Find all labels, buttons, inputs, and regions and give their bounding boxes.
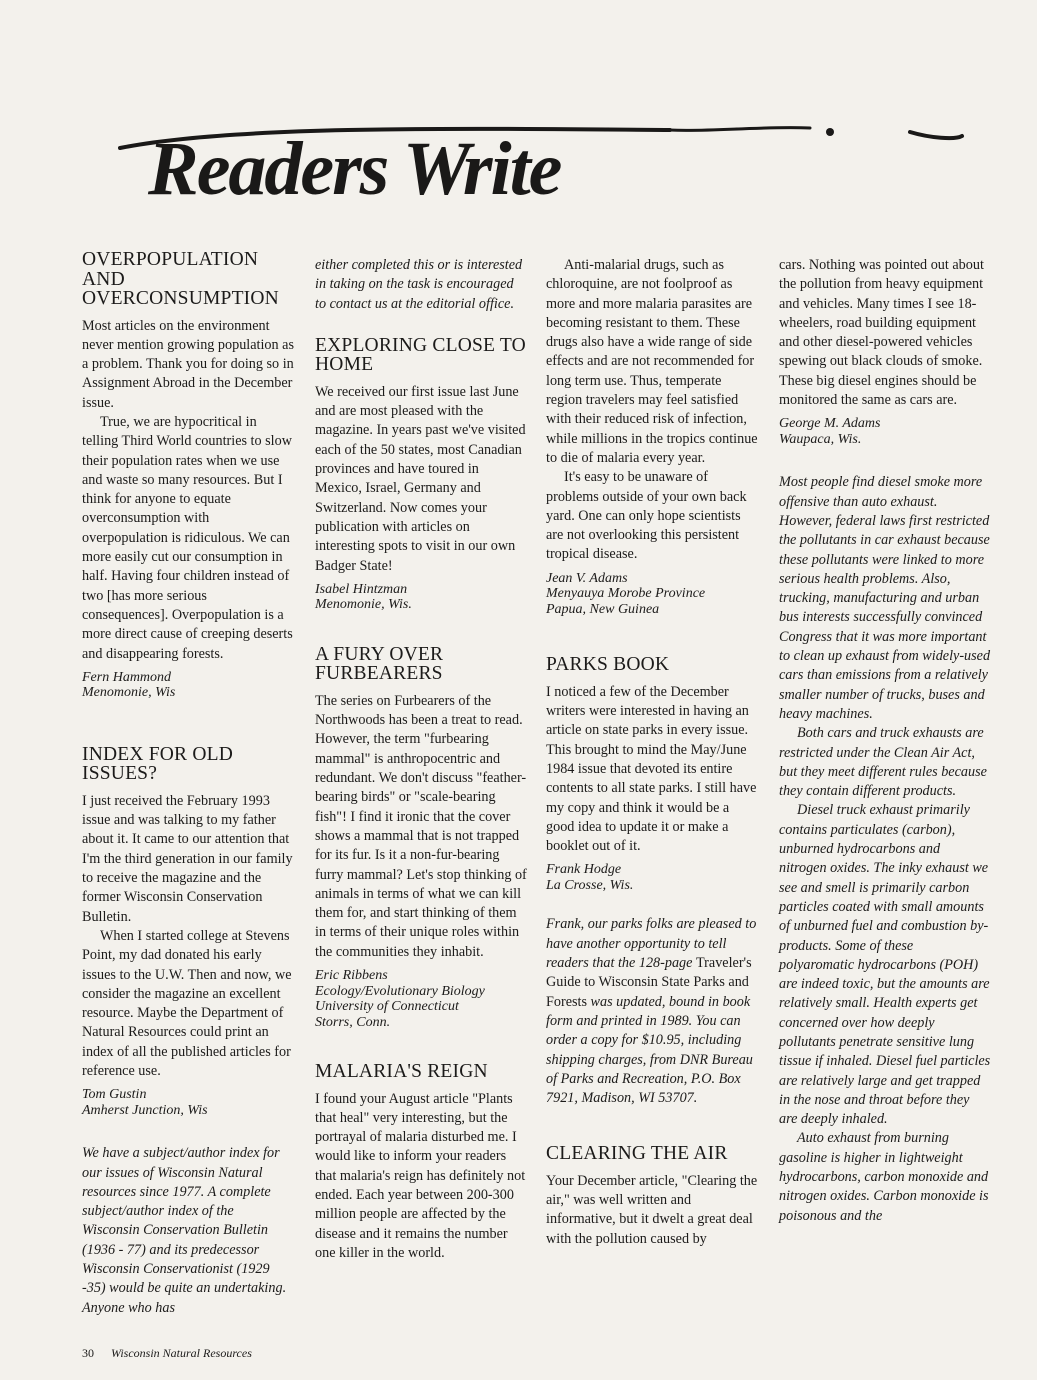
letter-paragraph: We received our first issue last June and are most pleased with the magazine. In years past we've visited each of the 50 states, most Canadian provinces and have toured in Mexico, Israel, Germany and Switzerland. Now comes your publication with articles on interesting spots to visit in our own Badger State! (315, 383, 526, 574)
signature-name: George M. Adams (779, 416, 881, 432)
signature-place: Storrs, Conn. (315, 1014, 391, 1030)
signature (315, 582, 527, 613)
signature-name: Eric Ribbens (315, 968, 388, 984)
readers-write-script-logo (110, 118, 970, 218)
signature-name: Frank Hodge (546, 862, 622, 878)
signature-name: Tom Gustin (82, 1087, 147, 1103)
signature-place: La Crosse, Wis. (546, 877, 634, 893)
heading-overpopulation: OVERPOPULATION AND OVERCONSUMPTION (82, 249, 279, 309)
signature (82, 1087, 294, 1118)
signature-place: Menomonie, Wis (82, 685, 176, 701)
editor-response: We have a subject/author index for our issues of Wisconsin Natural resources since 1977. A complete subject/author index of the Wisconsin Conservation Bulletin (1936 - 77) and its predecessor Wisconsin Conservationist (1929 -35) would be quite an undertaking. Anyone who has (82, 1145, 287, 1316)
editor-response: Diesel truck exhaust primarily contains particulates (carbon), unburned hydrocarbons and nitrogen oxides. The inky exhaust we see and smell is primarily carbon particles coated with small amounts of unburned fuel and combustion by-products. Some of these polyaromatic hydrocarbons (POH) are indeed toxic, but the amounts are relatively small. Health experts get concerned over how deeply pollutants penetrate sensitive lung tissue if inhaled. Diesel fuel particles are relatively large and get trapped in the nose and throat before they are deeply inhaled. (779, 802, 991, 1128)
signature (546, 571, 758, 618)
masthead-title: Readers Write (148, 127, 561, 211)
letter-paragraph: Anti-malarial drugs, such as chloroquine, are not foolproof as more and more malaria parasites are becoming resistant to them. These drugs also have a wide range of side effects and are not recommended for long term use. Thus, temperate region travelers may feel satisfied with their reduced risk of infection, while millions in the tropics continue to die of malaria every year. (546, 257, 758, 466)
magazine-name: Wisconsin Natural Resources (111, 1346, 252, 1360)
column-2 (315, 256, 527, 1263)
signature-place: Waupaca, Wis. (779, 431, 862, 447)
letter-paragraph: When I started college at Stevens Point, my dad donated his early issues to the U.W. Then and now, we consider the magazine an excellent resource. Maybe the Department of Natural Resources could print an index of all the published articles for reference use. (82, 927, 292, 1079)
signature-name: Isabel Hintzman (315, 581, 408, 597)
signature (779, 416, 991, 447)
editor-response: Auto exhaust from burning gasoline is higher in lightweight hydrocarbons, carbon monoxide and nitrogen oxides. Carbon monoxide is poisonous and the (779, 1130, 989, 1224)
heading-malaria: MALARIA'S REIGN (315, 1061, 488, 1083)
heading-index: INDEX FOR OLD ISSUES? (82, 743, 234, 785)
letter-paragraph: cars. Nothing was pointed out about the pollution from heavy equipment and vehicles. Many times I see 18-wheelers, road building equipment and other diesel-powered vehicles spewing out black clouds of smoke. These big diesel engines should be monitored the same as cars are. (779, 257, 984, 409)
letter-paragraph: I found your August article "Plants that heal" very interesting, but the portrayal of malaria disturbed me. I would like to inform your readers that malaria's reign has definitely not ended. Each year between 200-300 million people are affected by the disease and it remains the number one killer in the world. (315, 1090, 526, 1261)
signature (546, 862, 758, 893)
editor-response: either completed this or is interested in taking on the task is encouraged to contact us at the editorial office. (315, 257, 523, 312)
page-footer (82, 1346, 252, 1361)
editor-response: Both cars and truck exhausts are restricted under the Clean Air Act, but they meet different rules because they contain different products. (779, 725, 987, 800)
heading-exploring: EXPLORING CLOSE TO HOME (315, 334, 526, 376)
column-1 (82, 250, 294, 1318)
editor-response: Frank, our parks folks are pleased to have another opportunity to tell readers that the 128-page Traveler's Guide to Wisconsin State Parks and Forests was updated, bound in book form and printed in 1989. You can order a copy for $10.95, including shipping charges, from DNR Bureau of Parks and Recreation, P.O. Box 7921, Madison, WI 53707. (546, 916, 757, 1107)
letter-paragraph: The series on Furbearers of the Northwoods has been a treat to read. However, the term "furbearing mammal" is anthropocentric and redundant. We don't discuss "feather-bearing birds" or "scale-bearing fish"! I find it ironic that the cover shows a mammal that is not trapped for its fur. Is it a non-fur-bearing furry mammal? Let's stop thinking of animals in terms of what we can kill them for, and start thinking of them in terms of their unique roles within the communities they inhabit. (315, 692, 527, 960)
letter-paragraph: It's easy to be unaware of problems outside of your own back yard. One can only hope scientists are not overlooking this persistent tropical disease. (546, 469, 747, 563)
letter-paragraph: True, we are hypocritical in telling Third World countries to slow their population rates when we use and waste so many resources. But I think for anyone to equate overconsumption with overpopulation is ridiculous. We can more easily cut our consumption in half. Having four children instead of two [has more serious consequences]. Overpopulation is a more direct cause of creeping deserts and disappearing forests. (82, 413, 293, 662)
signature-university: University of Connecticut (315, 999, 459, 1015)
column-4 (779, 256, 991, 1226)
editor-response: Most people find diesel smoke more offensive than auto exhaust. However, federal laws first restricted the pollutants in car exhaust because these pollutants were linked to more serious health problems. Also, trucking, manufacturing and urban bus interests successfully convinced Congress that it was more important to clean up exhaust from widely-used cars than emissions from a relatively smaller number of trucks, buses and heavy machines. (779, 474, 991, 722)
signature-name: Fern Hammond (82, 669, 172, 685)
signature-place: Papua, New Guinea (546, 601, 660, 617)
letter-paragraph: I noticed a few of the December writers were interested in having an article on state parks in every issue. This brought to mind the May/June 1984 issue that devoted its entire contents to all state parks. I still have my copy and think it would be a good idea to update it or make a booklet out of it. (546, 683, 757, 855)
signature-name: Jean V. Adams (546, 570, 628, 586)
heading-clearing-air: CLEARING THE AIR (546, 1143, 728, 1165)
signature (82, 670, 294, 701)
page-number: 30 (82, 1346, 94, 1360)
signature-province: Menyauya Morobe Province (546, 586, 706, 602)
letter-paragraph: Most articles on the environment never mention growing population as a problem. Thank you for doing so in Assignment Abroad in the December issue. (82, 317, 294, 411)
masthead-logo (110, 118, 970, 218)
heading-parks-book: PARKS BOOK (546, 654, 670, 676)
signature-place: Amherst Junction, Wis (82, 1102, 208, 1118)
signature (315, 968, 527, 1030)
column-3 (546, 256, 758, 1249)
signature-place: Menomonie, Wis. (315, 597, 412, 613)
signature-dept: Ecology/Evolutionary Biology (315, 983, 485, 999)
letter-paragraph: Your December article, "Clearing the air," was well written and informative, but it dwelt a great deal with the pollution caused by (546, 1172, 758, 1247)
heading-furbearers: A FURY OVER FURBEARERS (315, 643, 444, 685)
letter-paragraph: I just received the February 1993 issue and was talking to my father about it. It came to our attention that I'm the third generation in our family to receive the magazine and the former Wisconsin Conservation Bulletin. (82, 792, 293, 925)
